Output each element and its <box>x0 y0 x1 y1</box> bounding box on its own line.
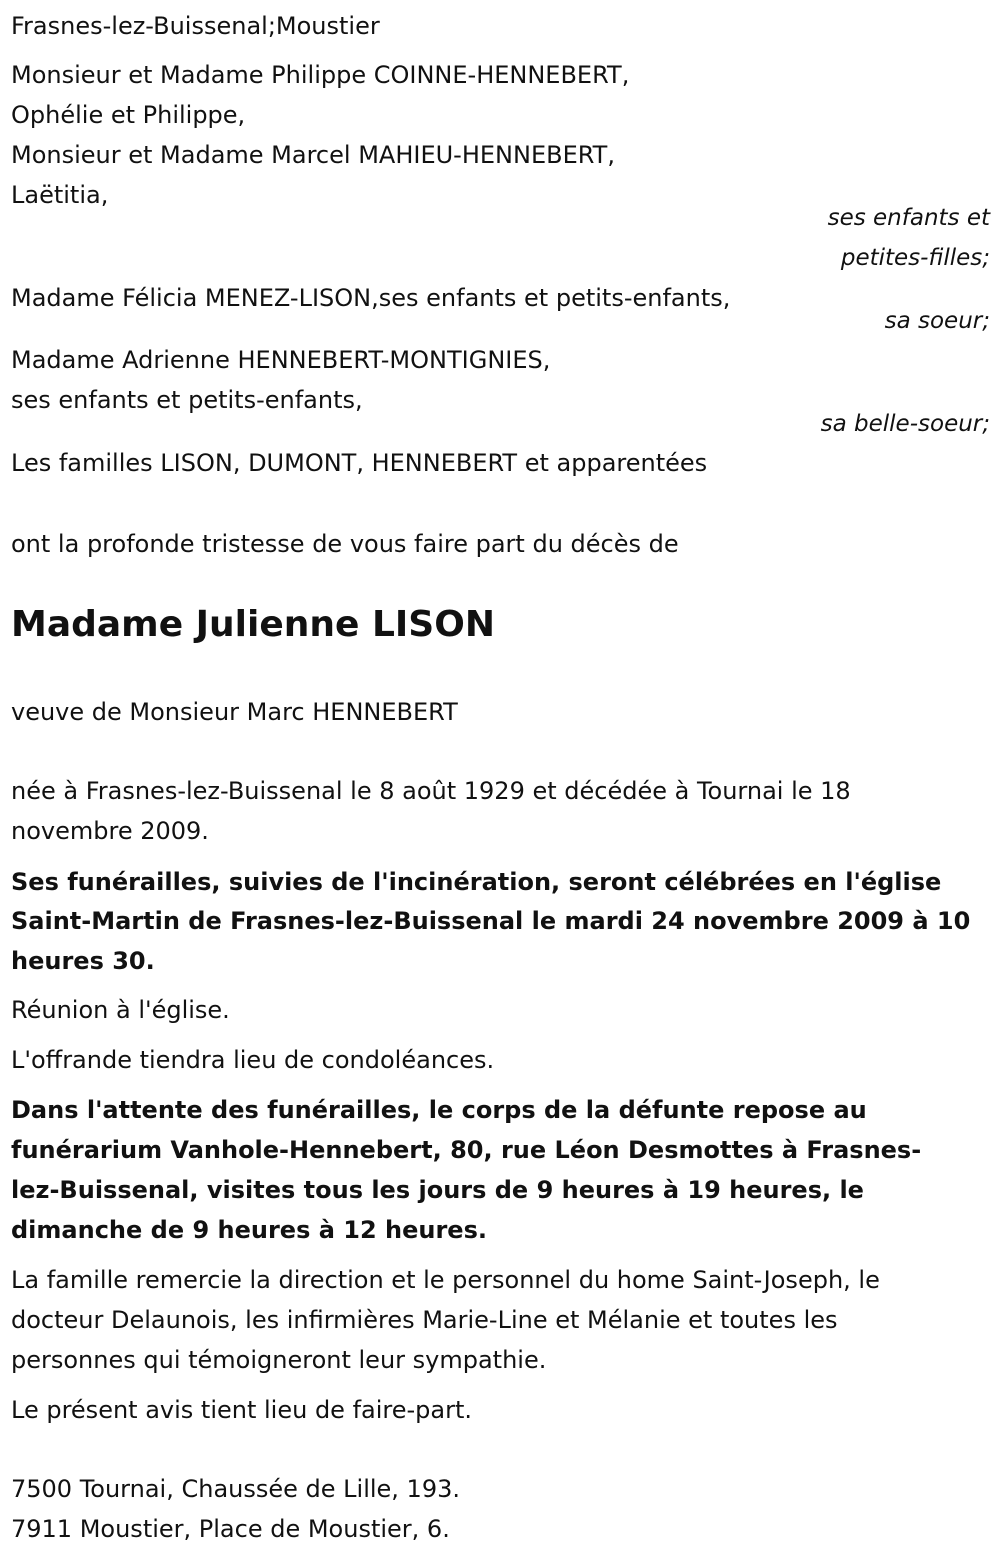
visitation-line-4: dimanche de 9 heures à 12 heures. <box>11 1216 487 1244</box>
family-line-1: Monsieur et Madame Philippe COINNE-HENNEBERT, <box>11 61 630 89</box>
offering-line: L'offrande tiendra lieu de condoléances. <box>11 1046 495 1074</box>
funeral-line-2: Saint-Martin de Frasnes-lez-Buissenal le mardi 24 novembre 2009 à 10 <box>11 907 971 935</box>
sister-in-law-line-2: ses enfants et petits-enfants, <box>11 386 363 414</box>
relation-children-b: petites-filles; <box>840 245 990 271</box>
location-header: Frasnes-lez-Buissenal;Moustier <box>11 12 380 40</box>
announcement-intro: ont la profonde tristesse de vous faire part du décès de <box>11 530 679 558</box>
funeral-line-3: heures 30. <box>11 947 155 975</box>
visitation-line-1: Dans l'attente des funérailles, le corps de la défunte repose au <box>11 1096 867 1124</box>
families-line: Les familles LISON, DUMONT, HENNEBERT et apparentées <box>11 449 708 477</box>
address-2: 7911 Moustier, Place de Moustier, 6. <box>11 1515 450 1543</box>
sister-in-law-line-1: Madame Adrienne HENNEBERT-MONTIGNIES, <box>11 346 551 374</box>
birth-death-line-1: née à Frasnes-lez-Buissenal le 8 août 1929 et décédée à Tournai le 18 <box>11 777 851 805</box>
family-line-3: Monsieur et Madame Marcel MAHIEU-HENNEBERT, <box>11 141 615 169</box>
thanks-line-3: personnes qui témoigneront leur sympathie. <box>11 1346 547 1374</box>
widow-line: veuve de Monsieur Marc HENNEBERT <box>11 698 458 726</box>
meeting-line: Réunion à l'église. <box>11 996 230 1024</box>
thanks-line-1: La famille remercie la direction et le personnel du home Saint-Joseph, le <box>11 1266 880 1294</box>
thanks-line-2: docteur Delaunois, les infirmières Marie-Line et Mélanie et toutes les <box>11 1306 838 1334</box>
relation-children-a: ses enfants et <box>827 205 990 231</box>
relation-sister-in-law: sa belle-soeur; <box>820 411 990 437</box>
family-line-4: Laëtitia, <box>11 181 109 209</box>
birth-death-line-2: novembre 2009. <box>11 817 209 845</box>
relation-sister: sa soeur; <box>884 308 990 334</box>
visitation-line-2: funérarium Vanhole-Hennebert, 80, rue Léon Desmottes à Frasnes- <box>11 1136 922 1164</box>
deceased-name: Madame Julienne LISON <box>11 604 495 645</box>
visitation-line-3: lez-Buissenal, visites tous les jours de 9 heures à 19 heures, le <box>11 1176 864 1204</box>
sister-line: Madame Félicia MENEZ-LISON,ses enfants et petits-enfants, <box>11 284 731 312</box>
address-1: 7500 Tournai, Chaussée de Lille, 193. <box>11 1475 460 1503</box>
funeral-line-1: Ses funérailles, suivies de l'incinération, seront célébrées en l'église <box>11 868 942 896</box>
family-line-2: Ophélie et Philippe, <box>11 101 246 129</box>
notice-line: Le présent avis tient lieu de faire-part. <box>11 1396 473 1424</box>
